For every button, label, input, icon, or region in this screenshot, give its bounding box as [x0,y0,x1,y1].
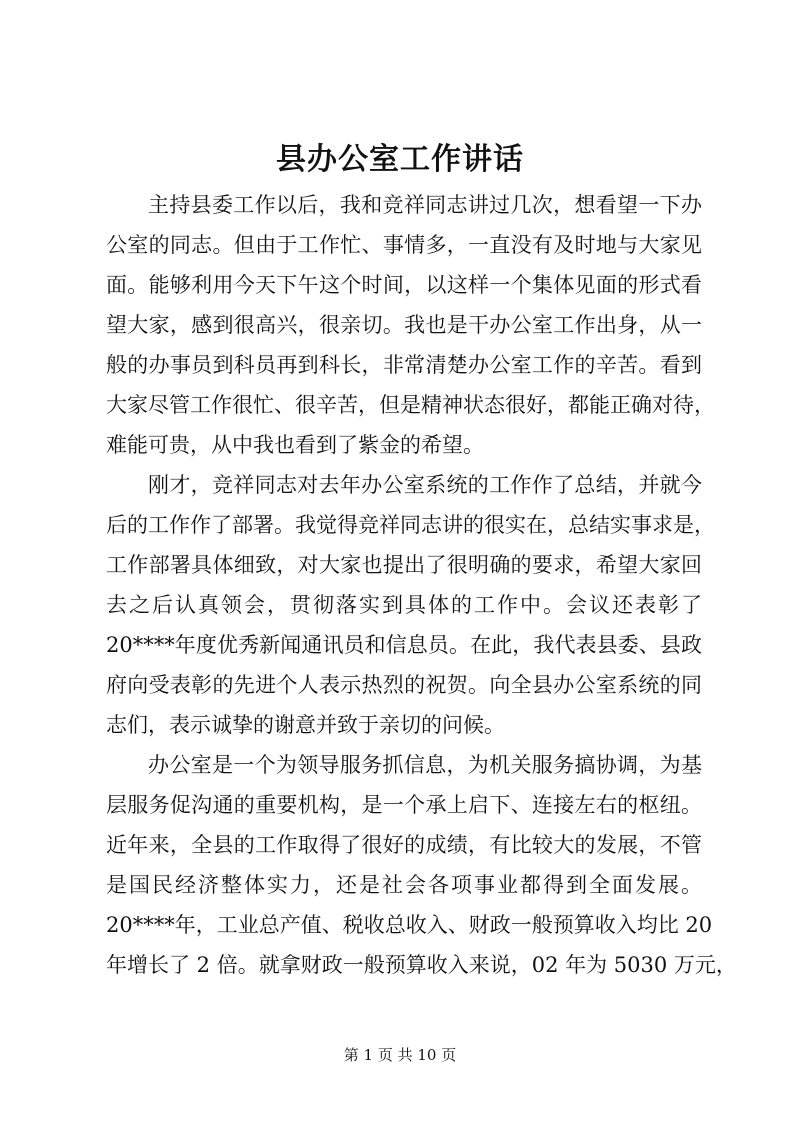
text-line: 主持县委工作以后，我和竞祥同志讲过几次，想看望一下办 [148,193,702,217]
text-line: 20****年，工业总产值、税收总收入、财政一般预算收入均比 20 [106,913,713,937]
text-line: 大家尽管工作很忙、很辛苦，但是精神状态很好，都能正确对待， [106,393,715,417]
text-line: 是国民经济整体实力，还是社会各项事业都得到全面发展。 [106,873,702,897]
paragraph-2 [106,465,715,745]
page-number-footer: 第 1 页 共 10 页 [343,1046,457,1064]
text-line: 公室的同志。但由于工作忙、事情多，一直没有及时地与大家见 [106,233,702,257]
text-line: 志们，表示诚挚的谢意并致于亲切的问候。 [106,713,505,737]
text-line: 府向受表彰的先进个人表示热烈的祝贺。向全县办公室系统的同 [106,673,702,697]
paragraph-3 [106,745,737,985]
text-line: 层服务促沟通的重要机构，是一个承上启下、连接左右的枢纽。 [106,793,702,817]
text-line: 面。能够利用今天下午这个时间，以这样一个集体见面的形式看 [106,273,702,297]
text-line: 年增长了 2 倍。就拿财政一般预算收入来说，02 年为 5030 万元， [106,953,737,977]
text-line: 近年来，全县的工作取得了很好的成绩，有比较大的发展，不管 [106,833,702,857]
text-line: 望大家，感到很高兴，很亲切。我也是干办公室工作出身，从一 [106,313,702,337]
text-line: 工作部署具体细致，对大家也提出了很明确的要求，希望大家回 [106,553,702,577]
text-line: 刚才，竞祥同志对去年办公室系统的工作作了总结，并就今 [148,473,702,497]
text-line: 去之后认真领会，贯彻落实到具体的工作中。会议还表彰了 [106,593,702,617]
paragraph-1 [106,185,715,465]
text-line: 般的办事员到科员再到科长，非常清楚办公室工作的辛苦。看到 [106,353,702,377]
text-line: 难能可贵，从中我也看到了紫金的希望。 [106,433,484,457]
text-line: 20****年度优秀新闻通讯员和信息员。在此，我代表县委、县政 [106,633,702,657]
text-line: 后的工作作了部署。我觉得竞祥同志讲的很实在，总结实事求是， [106,513,715,537]
document-body [106,185,737,985]
document-title: 县办公室工作讲话 [276,142,524,177]
text-line: 办公室是一个为领导服务抓信息，为机关服务搞协调，为基 [148,753,702,777]
